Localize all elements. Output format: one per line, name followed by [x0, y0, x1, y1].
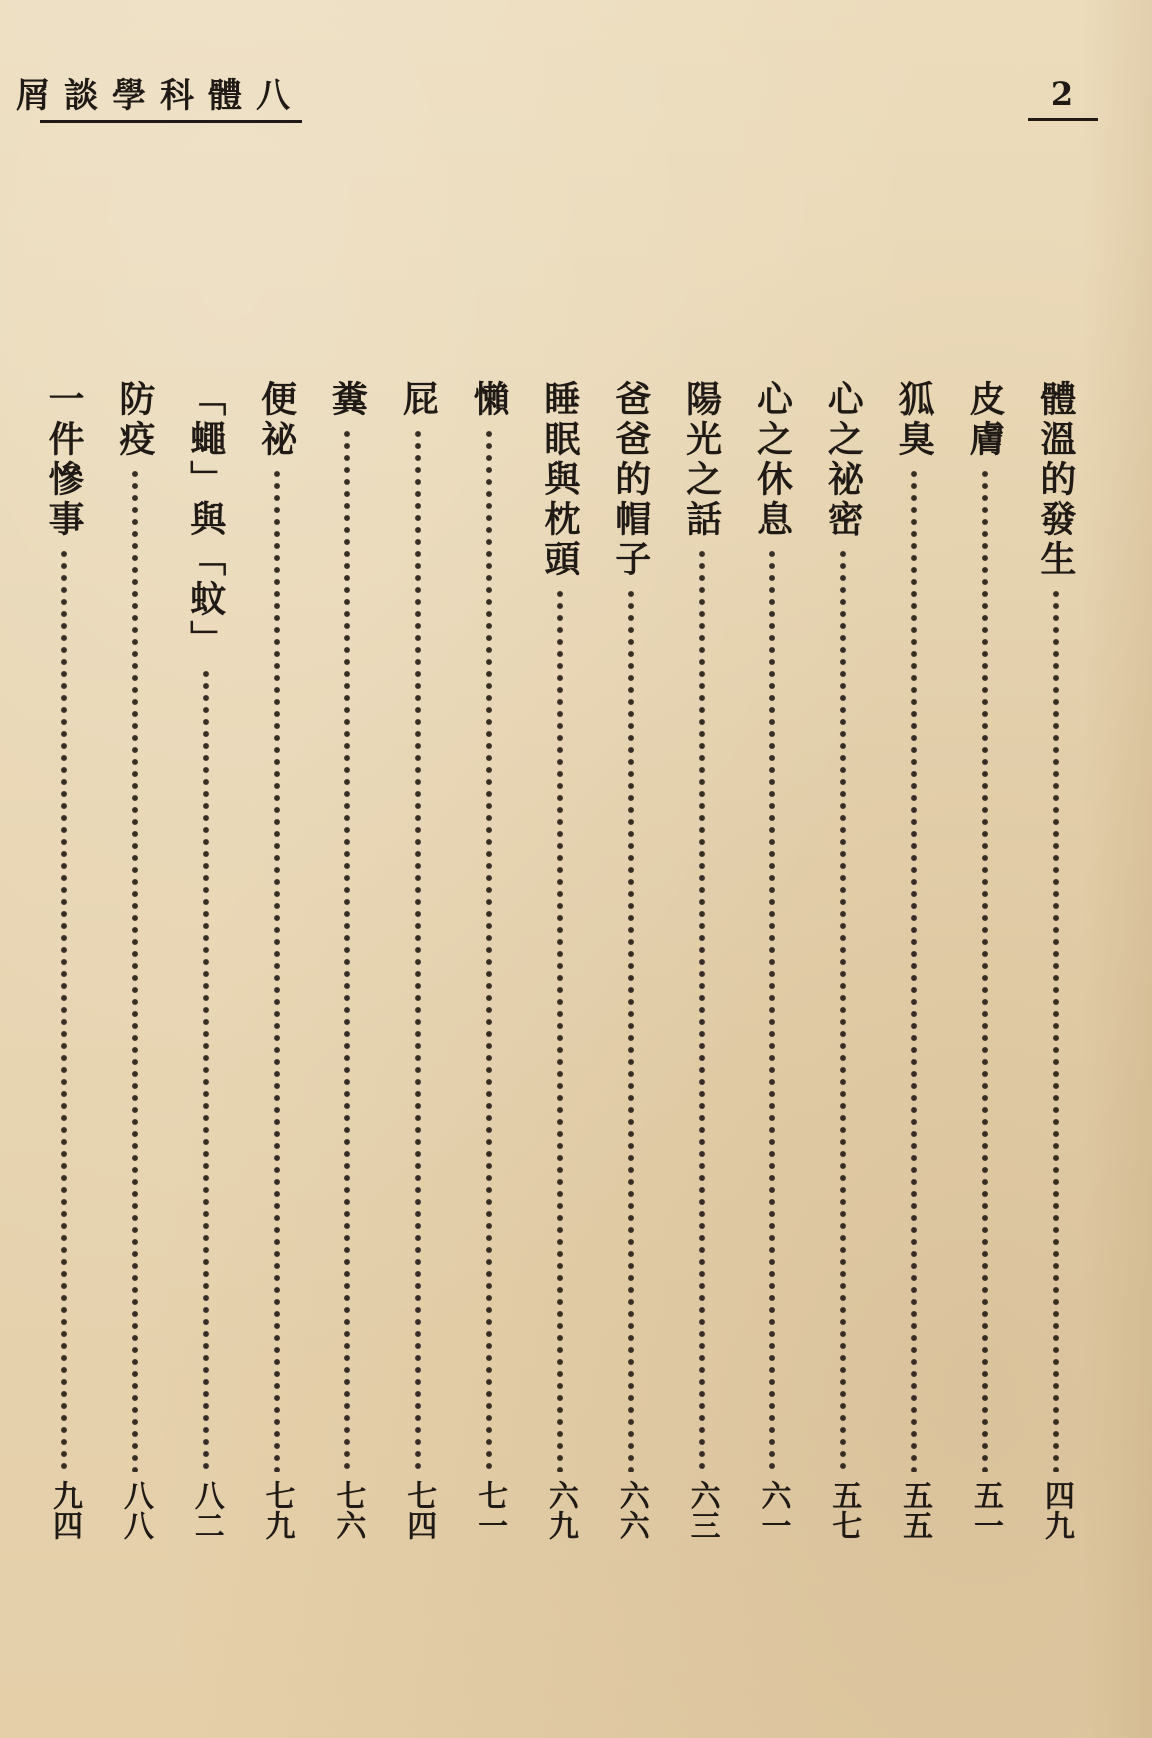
dot-leader — [556, 588, 564, 1472]
toc-entry — [536, 380, 584, 1540]
dot-leader — [698, 548, 706, 1472]
toc-entry — [819, 380, 867, 1540]
toc-entry — [253, 380, 301, 1540]
toc-entry-title: 「蠅」與「蚊」 — [184, 380, 227, 660]
toc-entry — [890, 380, 938, 1540]
toc-entry-title: 體溫的發生 — [1034, 380, 1077, 580]
toc-entry-page: 四九 — [1038, 1480, 1074, 1540]
toc-entry — [465, 380, 513, 1540]
toc-entry-page: 八二 — [188, 1480, 224, 1540]
dot-leader — [60, 548, 68, 1472]
toc-entry-title: 爸爸的帽子 — [609, 380, 652, 580]
toc-entry-title: 懶 — [468, 380, 511, 420]
toc-entry-title: 陽光之話 — [680, 380, 723, 540]
toc-entry — [961, 380, 1009, 1540]
dot-leader — [485, 428, 493, 1472]
toc-entry-title: 屁 — [397, 380, 440, 420]
page-number-rule — [1028, 118, 1098, 121]
toc-entry-title: 防疫 — [113, 380, 156, 460]
dot-leader — [839, 548, 847, 1472]
dot-leader — [768, 548, 776, 1472]
page-number: 2 — [1050, 75, 1074, 113]
dot-leader — [981, 468, 989, 1472]
toc-entry — [607, 380, 655, 1540]
header-rule — [40, 120, 302, 123]
toc-entry-page: 七一 — [472, 1480, 508, 1540]
toc-entry — [1032, 380, 1080, 1540]
toc-entry-page: 五五 — [897, 1480, 933, 1540]
toc-entry-title: 皮膚 — [963, 380, 1006, 460]
toc-entry-page: 六三 — [684, 1480, 720, 1540]
toc-entry-title: 睡眠與枕頭 — [538, 380, 581, 580]
toc-entry-page: 九四 — [47, 1480, 82, 1540]
toc-entry-title: 心之祕密 — [822, 380, 865, 540]
dot-leader — [343, 428, 351, 1472]
toc-entry — [182, 380, 230, 1540]
toc-entry-page: 六一 — [755, 1480, 791, 1540]
toc-entry-title: 便祕 — [255, 380, 298, 460]
toc-entry-title: 一件慘事 — [43, 380, 85, 540]
dot-leader — [414, 428, 422, 1472]
toc-entry-page: 七六 — [330, 1480, 366, 1540]
toc-entry — [678, 380, 726, 1540]
toc-entry-page: 五七 — [826, 1480, 862, 1540]
dot-leader — [1052, 588, 1060, 1472]
toc-entry-page: 五一 — [967, 1480, 1003, 1540]
toc-entry-page: 六六 — [613, 1480, 649, 1540]
dot-leader — [202, 668, 210, 1472]
toc-entry-page: 七四 — [401, 1480, 437, 1540]
toc-entry-page: 六九 — [542, 1480, 578, 1540]
dot-leader — [273, 468, 281, 1472]
toc-entry-title: 心之休息 — [751, 380, 794, 540]
toc-entry — [748, 380, 796, 1540]
toc-entry-title: 狐臭 — [893, 380, 936, 460]
running-title: 八體科學談屑 — [16, 76, 304, 116]
dot-leader — [910, 468, 918, 1472]
toc-entry-page: 八八 — [117, 1480, 153, 1540]
toc-entry — [111, 380, 159, 1540]
toc-entry — [394, 380, 442, 1540]
dot-leader — [131, 468, 139, 1472]
toc-entry-title: 糞 — [326, 380, 369, 420]
dot-leader — [627, 588, 635, 1472]
toc-entry-page: 七九 — [259, 1480, 295, 1540]
toc-entry — [323, 380, 371, 1540]
table-of-contents — [40, 380, 1080, 1540]
toc-entry — [40, 380, 88, 1540]
